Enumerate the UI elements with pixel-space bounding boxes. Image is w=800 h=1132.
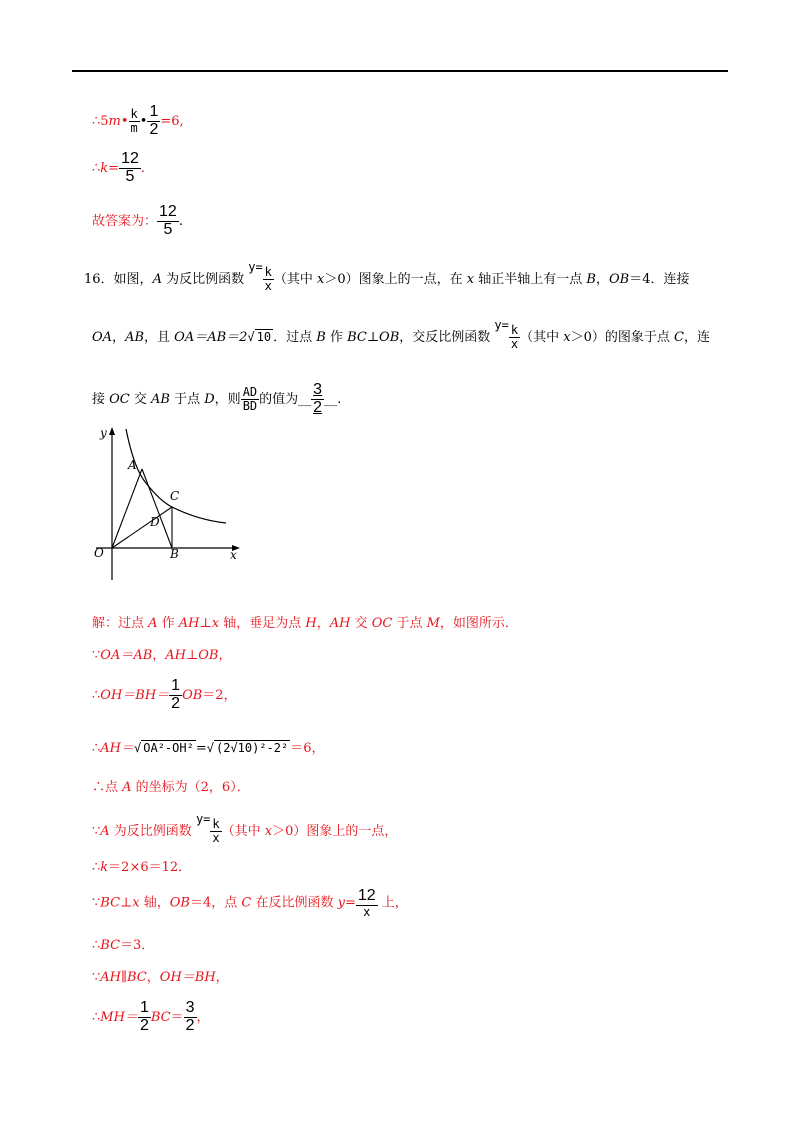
label-B: B [170, 547, 179, 561]
question-line-3: 接 OC 交 AB 于点 D，则 $\frac{AD}{BD}$ 的值为__ $\frac{3}{2}$ __. [92, 381, 342, 416]
solution-line-11: ∴MH＝ $\frac{1}{2}$ BC＝ $\frac{3}{2}$ ， [92, 999, 210, 1034]
prev-line-1: ∴5m• $\frac{k}{m}$ • $\frac{1}{2}$ =6, [92, 103, 184, 138]
y-axis-arrow [109, 427, 115, 435]
label-C: C [170, 489, 180, 503]
label-y: y [100, 426, 107, 440]
solution-line-9: ∴BC＝3． [92, 938, 155, 953]
solution-line-2: ∵OA＝AB，AH⊥OB， [92, 648, 232, 663]
solution-line-6: ∵A 为反比例函数 y= $\frac{k}{x}$ （其中 x＞0）图象上的一点， [92, 812, 398, 845]
solution-line-1: 解：过点 A 作 AH⊥x 轴，垂足为点 H，AH 交 OC 于点 M，如图所示． [92, 616, 518, 631]
question-figure [88, 425, 248, 585]
hyperbola-curve [126, 429, 226, 523]
solution-line-5: ∴点 A 的坐标为（2，6）． [92, 780, 250, 795]
solution-line-7: ∴k＝2×6＝12． [92, 860, 192, 875]
solution-line-10: ∵AH∥BC，OH＝BH， [92, 970, 229, 985]
question-line-2: OA，AB，且 OA＝AB＝2√ 10 ．过点 B 作 BC⊥OB，交反比例函数 y= $\frac{k}{x}$ （其中 x＞0）的图象于点 C，连 [92, 318, 710, 351]
prev-line-3: 故答案为： $\frac{12}{5}$ . [92, 203, 183, 238]
solution-line-3: ∴OH＝BH＝ $\frac{1}{2}$ OB＝2， [92, 677, 237, 712]
segment-AB [142, 469, 172, 548]
label-x: x [230, 548, 237, 562]
label-O: O [94, 546, 104, 560]
label-A: A [128, 458, 137, 472]
segment-OA [112, 469, 142, 548]
label-D: D [150, 515, 160, 529]
solution-line-4: ∴AH＝√ OA²-OH² =√ (2√10)²-2² ＝6， [92, 741, 325, 756]
header-rule [72, 70, 728, 72]
solution-line-8: ∵BC⊥x 轴，OB＝4，点 C 在反比例函数 y= $\frac{12}{x}$ 上， [92, 887, 408, 919]
question-line-1: 16．如图，A 为反比例函数 y= $\frac{k}{x}$ （其中 x＞0）图象上的一点，在 x 轴正半轴上有一点 B，OB＝4．连接 [84, 260, 690, 293]
segment-OC [112, 507, 172, 548]
prev-line-2: ∴k= $\frac{12}{5}$ . [92, 150, 146, 185]
